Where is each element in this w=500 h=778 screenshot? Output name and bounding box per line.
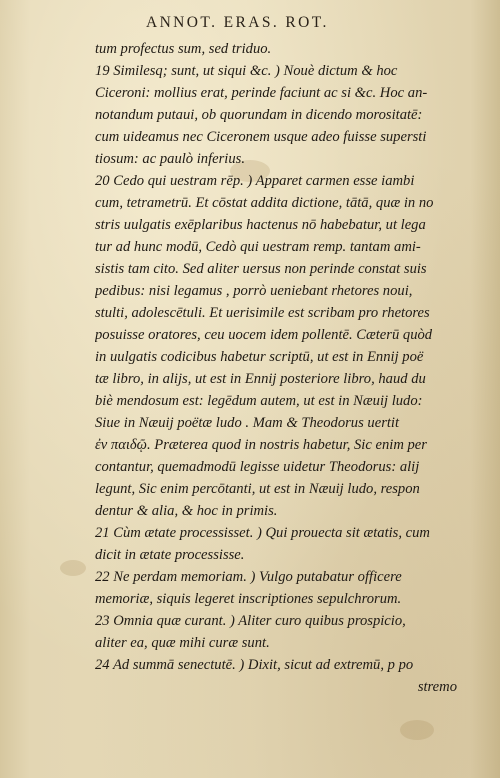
text-line: tum profectus sum, sed triduo. [95,41,272,57]
text-line: dentur & alia, & hoc in primis. [95,503,278,519]
text-line: notandum putaui, ob quorundam in dicendo morositatē: [95,107,423,123]
text-line: 19 Similesq; sunt, ut siqui &c. ) Nouè dictum & hoc [95,63,398,79]
text-line: in uulgatis codicibus habetur scriptū, ut est in Ennij poë [95,349,424,365]
text-line: posuisse oratores, ceu uocem idem pollentē. Cæterū quòd [95,327,433,343]
text-line: 20 Cedo qui uestram rēp. ) Apparet carmen esse iambi [95,173,415,189]
text-line: 23 Omnia quæ curant. ) Aliter curo quibus prospicio, [95,613,406,629]
text-line: stulti, adolescētuli. Et uerisimile est scribam pro rhetores [95,305,430,321]
paper-stain [400,720,434,740]
text-line: biè mendosum est: legēdum autem, ut est in Næuij ludo: [95,393,423,409]
paper-stain [60,560,86,576]
catchword-line: stremo [417,679,457,695]
text-line: Siue in Næuij poëtæ ludo . Mam & Theodorus uertit [95,415,400,431]
text-line: tæ libro, in alijs, ut est in Ennij posteriore libro, haud du [95,371,426,387]
text-line: 22 Ne perdam memoriam. ) Vulgo putabatur officere [95,569,402,585]
text-line: pedibus: nisi legamus , porrò ueniebant rhetores noui, [95,283,413,299]
text-line: legunt, Sic enim percōtanti, ut est in Næuij ludo, respon [95,481,420,497]
text-line: tur ad hunc modū, Cedò qui uestram remp. tantam ami- [95,239,421,255]
annotation-text-block [95,38,457,698]
text-line: aliter ea, quæ mihi curæ sunt. [95,635,270,651]
text-line: 21 Cùm ætate processisset. ) Qui prouecta sit ætatis, cum [95,525,430,541]
text-line: stris uulgatis exēplaribus hactenus nō habebatur, ut lega [95,217,426,233]
text-line: dicit in ætate processisse. [95,547,245,563]
text-line: sistis tam cito. Sed aliter uersus non perinde constat suis [95,261,427,277]
text-line: memoriæ, siquis legeret inscriptiones sepulchrorum. [95,591,402,607]
text-line: 24 Ad summā senectutē. ) Dixit, sicut ad extremū, p po [95,657,414,673]
text-line: contantur, quemadmodū legisse uidetur Theodorus: alij [95,459,420,475]
text-line: Ciceroni: mollius erat, perinde faciunt ac si &c. Hoc an- [95,85,428,101]
text-line: tiosum: ac paulò inferius. [95,151,245,167]
text-line: cum, tetrametrū. Et cōstat addita dictione, tātā, quæ in no [95,195,434,211]
text-line: cum uideamus nec Ciceronem usque adeo fuisse supersti [95,129,427,145]
text-line: ἐν παιδῷ. Præterea quod in nostris habetur, Sic enim per [95,437,427,453]
running-head: ANNOT. ERAS. ROT. [146,14,329,31]
